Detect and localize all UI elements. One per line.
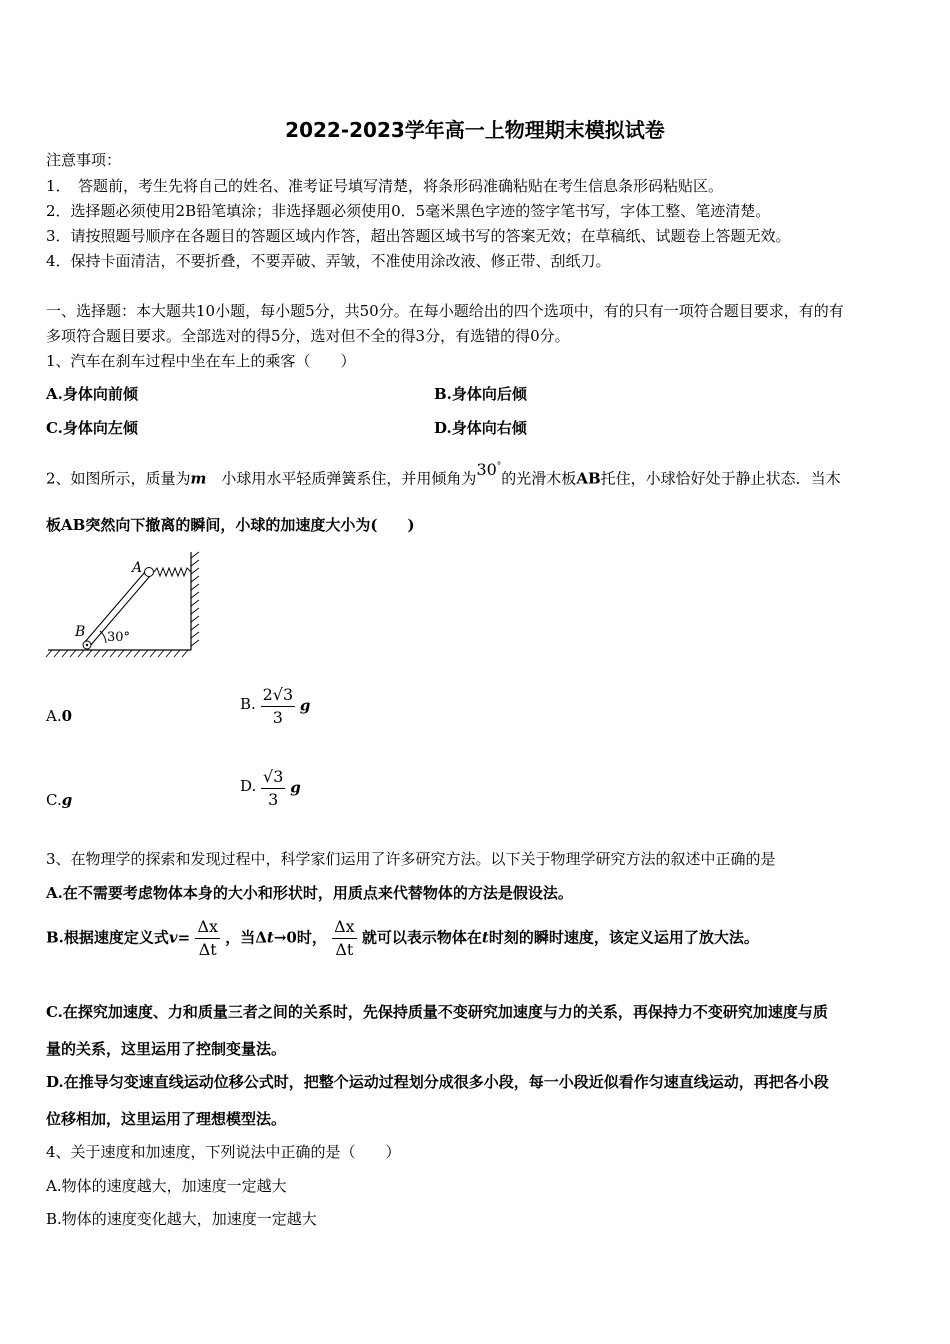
- q2-angle: 30°: [476, 460, 502, 480]
- q4-option-a: A.物体的速度越大，加速度一定越大: [46, 1177, 287, 1195]
- section-line-1: 一、选择题：本大题共10小题，每小题5分，共50分。在每小题给出的四个选项中，有的只有一项符合题目要求，有的有: [46, 302, 844, 320]
- q3-stem: 3、在物理学的探索和发现过程中，科学家们运用了许多研究方法。以下关于物理学研究方法的叙述中正确的是: [46, 850, 776, 868]
- ball: [145, 568, 154, 577]
- q1-option-a: A.身体向前倾: [46, 385, 138, 403]
- q3-option-a: A.在不需要考虑物体本身的大小和形状时，用质点来代替物体的方法是假设法。: [46, 884, 573, 902]
- q2-b-fraction: $\frac{2√3}{3}$: [262, 685, 294, 727]
- q1-option-c: C.身体向左倾: [46, 419, 138, 437]
- q4-option-b: B.物体的速度变化越大，加速度一定越大: [46, 1210, 317, 1228]
- q1-stem: 1、汽车在刹车过程中坐在车上的乘客（ ）: [46, 352, 356, 370]
- page-title: 2022-2023学年高一上物理期末模拟试卷: [285, 118, 665, 142]
- q2-text-3: 的光滑木板: [501, 469, 577, 488]
- wall-hatching: [191, 552, 199, 646]
- label-angle: 30°: [107, 630, 131, 645]
- q2-option-d: D. $\frac{√3}{3}$ g: [240, 767, 301, 809]
- q2-text-4: 托住，小球恰好处于静止状态．当木: [600, 469, 841, 488]
- q2-option-c: C.g: [46, 791, 73, 809]
- notice-item-1: 1． 答题前，考生先将自己的姓名、准考证号填写清楚，将条形码准确粘贴在考生信息条形码粘贴区。: [46, 177, 724, 195]
- q2-text-1: 2、如图所示，质量为: [46, 469, 191, 488]
- notice-item-2: 2．选择题必须使用2B铅笔填涂；非选择题必须使用0．5毫米黑色字迹的签字笔书写，字体工整、笔迹清楚。: [46, 202, 771, 220]
- q2-text-2: 小球用水平轻质弹簧系住，并用倾角为: [206, 469, 477, 488]
- q2-d-fraction: $\frac{√3}{3}$: [263, 767, 284, 809]
- q1-option-d: D.身体向右倾: [434, 419, 527, 437]
- spring: [154, 568, 191, 576]
- q3-option-d-line1: D.在推导匀变速直线运动位移公式时，把整个运动过程划分成很多小段，每一小段近似看作匀速直线运动，再把各小段: [46, 1073, 829, 1091]
- notice-item-3: 3．请按照题号顺序在各题目的答题区域内作答，超出答题区域书写的答案无效；在草稿纸、试题卷上答题无效。: [46, 227, 791, 245]
- notice-heading: 注意事项：: [46, 151, 122, 169]
- q3-b-fraction-2: $\frac{\Delta x}{\Delta t}$: [334, 917, 355, 959]
- q3-b-fraction-1: $\frac{\Delta x}{\Delta t}$: [197, 917, 219, 959]
- q3-option-c-line1: C.在探究加速度、力和质量三者之间的关系时，先保持质量不变研究加速度与力的关系，再保持力不变研究加速度与质: [46, 1003, 828, 1021]
- q3-option-b: B.根据速度定义式v= $\frac{\Delta x}{\Delta t}$ ，当Δt→0时， $\frac{\Delta x}{\Delta t}$ 就可以表示物体在t时刻的瞬时速度，该定义运用了放大法。: [46, 917, 759, 959]
- q2-figure: [44, 550, 204, 660]
- q2-mass-symbol: m: [190, 469, 207, 488]
- ground-hatching: [46, 650, 188, 657]
- label-a: A: [132, 560, 143, 576]
- q2-stem-line1: 2、如图所示，质量为m 小球用水平轻质弹簧系住，并用倾角为30°的光滑木板AB托住，小球恰好处于静止状态．当木: [46, 460, 841, 488]
- q4-stem: 4、关于速度和加速度，下列说法中正确的是（ ）: [46, 1143, 401, 1161]
- q2-option-b: B. $\frac{2√3}{3}$ g: [240, 685, 311, 727]
- q3-option-c-line2: 量的关系，这里运用了控制变量法。: [46, 1040, 287, 1058]
- q1-option-b: B.身体向后倾: [434, 385, 527, 403]
- section-line-2: 多项符合题目要求。全部选对的得5分，选对但不全的得3分，有选错的得0分。: [46, 327, 570, 345]
- notice-item-4: 4．保持卡面清洁，不要折叠，不要弄破、弄皱，不准使用涂改液、修正带、刮纸刀。: [46, 252, 611, 270]
- label-b: B: [75, 624, 86, 640]
- q3-option-d-line2: 位移相加，这里运用了理想模型法。: [46, 1110, 287, 1128]
- q2-stem-line2: 板AB突然向下撤离的瞬间，小球的加速度大小为( ): [46, 516, 415, 534]
- q2-option-a: A.0: [46, 707, 73, 725]
